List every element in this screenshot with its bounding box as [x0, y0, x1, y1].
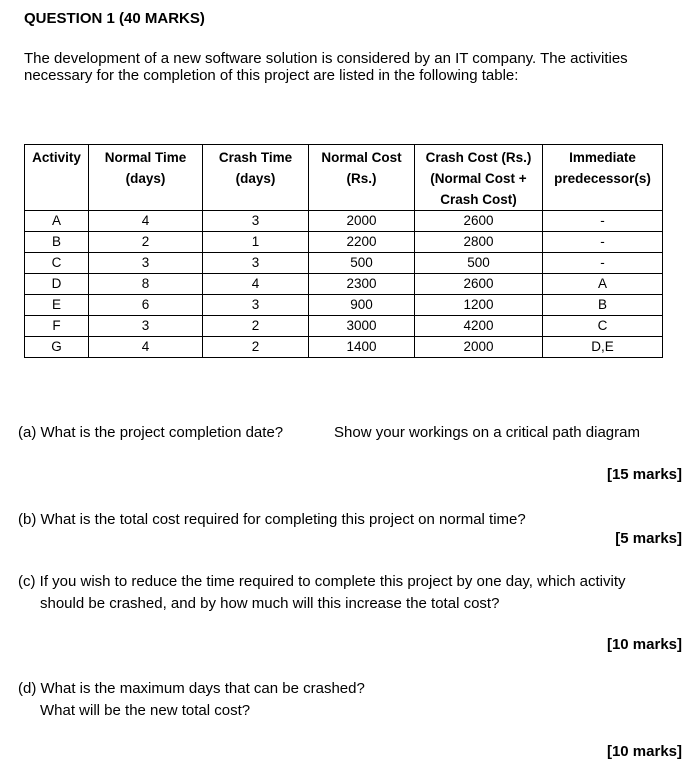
- question-b-marks: [5 marks]: [615, 530, 682, 547]
- cell-normal-time: 4: [89, 211, 203, 232]
- question-c-line2: should be crashed, and by how much will this increase the total cost?: [40, 595, 500, 612]
- question-d-line2: What will be the new total cost?: [40, 702, 251, 719]
- cell-crash-time: 1: [203, 232, 309, 253]
- cell-crash-cost: 2600: [415, 274, 543, 295]
- cell-crash-time: 2: [203, 316, 309, 337]
- table-body: [25, 211, 663, 358]
- cell-predecessor: D,E: [543, 337, 663, 358]
- table-row: [25, 211, 663, 232]
- cell-normal-time: 2: [89, 232, 203, 253]
- cell-predecessor: -: [543, 232, 663, 253]
- cell-crash-time: 4: [203, 274, 309, 295]
- cell-crash-cost: 4200: [415, 316, 543, 337]
- cell-predecessor: -: [543, 253, 663, 274]
- question-title: QUESTION 1 (40 MARKS): [24, 10, 205, 27]
- question-c: [18, 571, 626, 615]
- cell-normal-cost: 3000: [309, 316, 415, 337]
- cell-crash-time: 3: [203, 253, 309, 274]
- cell-predecessor: A: [543, 274, 663, 295]
- cell-normal-time: 4: [89, 337, 203, 358]
- header-activity: Activity: [25, 145, 89, 211]
- cell-crash-cost: 2000: [415, 337, 543, 358]
- question-a-instruction: Show your workings on a critical path diagram: [334, 424, 640, 441]
- table-row: [25, 253, 663, 274]
- cell-normal-time: 3: [89, 316, 203, 337]
- table-row: [25, 232, 663, 253]
- table-row: [25, 274, 663, 295]
- table-row: [25, 316, 663, 337]
- activity-table: [24, 144, 663, 358]
- cell-normal-time: 6: [89, 295, 203, 316]
- cell-predecessor: B: [543, 295, 663, 316]
- cell-activity: B: [25, 232, 89, 253]
- table-row: [25, 295, 663, 316]
- question-a-marks: [15 marks]: [606, 466, 682, 483]
- cell-crash-time: 3: [203, 295, 309, 316]
- cell-activity: G: [25, 337, 89, 358]
- question-a-text: (a) What is the project completion date?: [18, 424, 284, 441]
- cell-activity: E: [25, 295, 89, 316]
- cell-crash-cost: 2600: [415, 211, 543, 232]
- question-d-line1: (d) What is the maximum days that can be crashed?: [18, 680, 365, 697]
- header-crash-time: Crash Time (days): [203, 145, 309, 211]
- question-b-text: (b) What is the total cost required for completing this project on normal time?: [18, 511, 526, 528]
- cell-normal-time: 8: [89, 274, 203, 295]
- cell-crash-cost: 1200: [415, 295, 543, 316]
- question-d: [18, 678, 365, 722]
- cell-crash-cost: 500: [415, 253, 543, 274]
- question-c-line1: (c) If you wish to reduce the time required to complete this project by one day, which activity: [18, 573, 626, 590]
- cell-normal-time: 3: [89, 253, 203, 274]
- cell-crash-cost: 2800: [415, 232, 543, 253]
- cell-activity: C: [25, 253, 89, 274]
- cell-crash-time: 2: [203, 337, 309, 358]
- table-row: [25, 337, 663, 358]
- question-c-marks: [10 marks]: [606, 636, 682, 653]
- table-header: [25, 145, 663, 211]
- cell-activity: F: [25, 316, 89, 337]
- cell-predecessor: -: [543, 211, 663, 232]
- cell-normal-cost: 900: [309, 295, 415, 316]
- cell-activity: D: [25, 274, 89, 295]
- intro-paragraph: The development of a new software solution is considered by an IT company. The activities necessary for the completion of this project are listed in the following table:: [24, 50, 628, 84]
- question-a: [18, 422, 283, 444]
- cell-normal-cost: 1400: [309, 337, 415, 358]
- cell-normal-cost: 2200: [309, 232, 415, 253]
- header-crash-cost: Crash Cost (Rs.) (Normal Cost + Crash Cost): [415, 145, 543, 211]
- cell-normal-cost: 500: [309, 253, 415, 274]
- header-predecessors: Immediate predecessor(s): [543, 145, 663, 211]
- cell-activity: A: [25, 211, 89, 232]
- question-d-marks: [10 marks]: [606, 743, 682, 760]
- cell-crash-time: 3: [203, 211, 309, 232]
- cell-normal-cost: 2000: [309, 211, 415, 232]
- cell-predecessor: C: [543, 316, 663, 337]
- header-normal-time: Normal Time (days): [89, 145, 203, 211]
- cell-normal-cost: 2300: [309, 274, 415, 295]
- header-normal-cost: Normal Cost (Rs.): [309, 145, 415, 211]
